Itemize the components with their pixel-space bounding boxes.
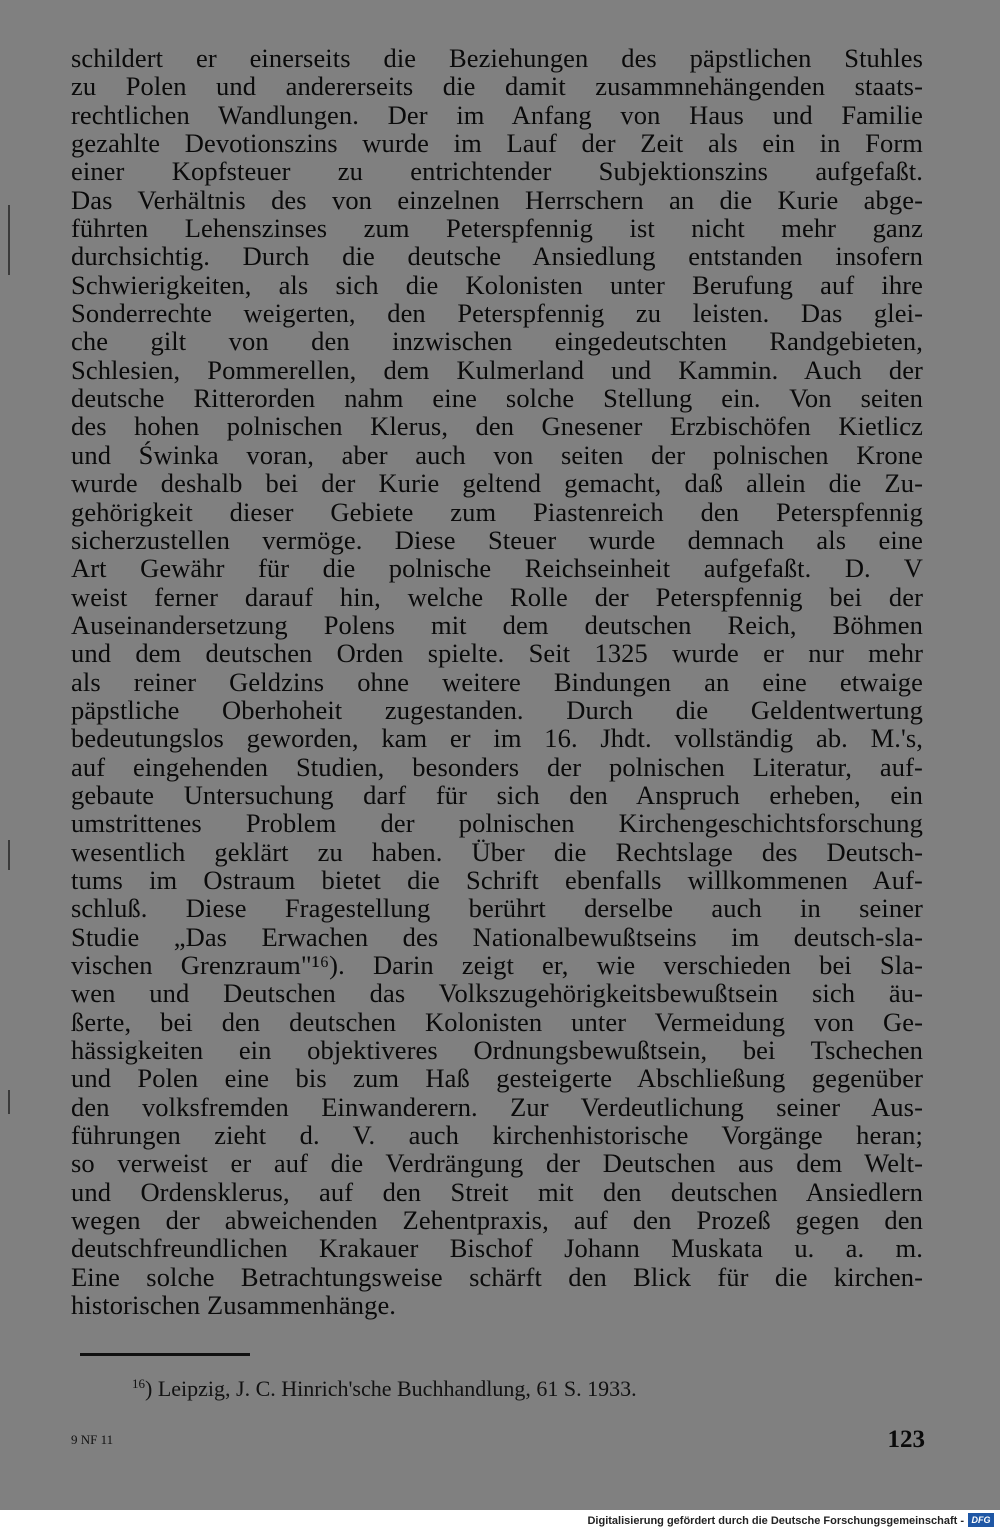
credit-bar	[0, 1510, 1000, 1530]
margin-mark	[8, 205, 10, 275]
text-line: so verweist er auf die Verdrängung der Deutschen aus dem Welt-	[71, 1148, 923, 1179]
text-line: Schlesien, Pommerellen, dem Kulmerland und Kammin. Auch der	[71, 354, 923, 385]
text-line: wegen der abweichenden Zehentpraxis, auf den Prozeß gegen den	[71, 1205, 923, 1236]
text-line: Studie „Das Erwachen des Nationalbewußtseins im deutsch-sla-	[71, 921, 923, 952]
text-line: führungen zieht d. V. auch kirchenhistorische Vorgänge heran;	[71, 1120, 923, 1151]
dfg-logo: DFG	[968, 1513, 994, 1527]
text-line: schluß. Diese Fragestellung berührt derselbe auch in seiner	[71, 893, 923, 924]
text-line: päpstliche Oberhoheit zugestanden. Durch die Geldentwertung	[71, 694, 923, 725]
text-line: durchsichtig. Durch die deutsche Ansiedlung entstanden insofern	[71, 241, 923, 272]
text-line: Schwierigkeiten, als sich die Kolonisten unter Berufung auf ihre	[71, 269, 923, 300]
text-line: hässigkeiten ein objektiveres Ordnungsbewußtsein, bei Tschechen	[71, 1035, 923, 1066]
body-text	[71, 44, 923, 1319]
text-line: und Polen eine bis zum Haß gesteigerte Abschließung gegenüber	[71, 1063, 923, 1094]
text-line: Das Verhältnis des von einzelnen Herrschern an die Kurie abge-	[71, 184, 923, 215]
text-line: auf eingehenden Studien, besonders der polnischen Literatur, auf-	[71, 751, 923, 782]
page-number: 123	[887, 1426, 925, 1453]
text-line: rechtlichen Wandlungen. Der im Anfang von Haus und Familie	[71, 99, 923, 130]
text-line: Sonderrechte weigerten, den Peterspfennig zu leisten. Das glei-	[71, 298, 923, 329]
text-line: historischen Zusammenhänge.	[71, 1290, 397, 1321]
text-line: ßerte, bei den deutschen Kolonisten unter Vermeidung von Ge-	[71, 1006, 923, 1037]
text-line: bedeutungslos geworden, kam er im 16. Jhdt. vollständig ab. M.'s,	[71, 723, 923, 754]
footnote	[132, 1376, 637, 1402]
text-line: und Ordensklerus, auf den Streit mit den deutschen Ansiedlern	[71, 1176, 923, 1207]
text-line: einer Kopfsteuer zu entrichtender Subjektionszins aufgefaßt.	[71, 156, 923, 187]
text-line: umstrittenes Problem der polnischen Kirchengeschichtsforschung	[71, 808, 923, 839]
text-line: Auseinandersetzung Polens mit dem deutschen Reich, Böhmen	[71, 609, 923, 640]
text-line: weist ferner darauf hin, welche Rolle der Peterspfennig bei der	[71, 581, 923, 612]
text-line: sicherzustellen vermöge. Diese Steuer wurde demnach als eine	[71, 524, 923, 555]
text-line: des hohen polnischen Klerus, den Gnesener Erzbischöfen Kietlicz	[71, 411, 923, 442]
margin-mark	[8, 840, 10, 870]
text-line: wesentlich geklärt zu haben. Über die Rechtslage des Deutsch-	[71, 836, 923, 867]
text-line: den volksfremden Einwanderern. Zur Verdeutlichung seiner Aus-	[71, 1091, 923, 1122]
digitization-credit: Digitalisierung gefördert durch die Deutsche Forschungsgemeinschaft -	[587, 1515, 964, 1527]
text-line: deutschfreundlichen Krakauer Bischof Johann Muskata u. a. m.	[71, 1233, 923, 1264]
text-line: che gilt von den inzwischen eingedeutschten Randgebieten,	[71, 326, 923, 357]
margin-mark	[8, 1090, 10, 1114]
text-line: zu Polen und andererseits die damit zusammnehängenden staats-	[71, 71, 923, 102]
text-line: und Świnka voran, aber auch von seiten der polnischen Krone	[71, 439, 923, 470]
text-line: wurde deshalb bei der Kurie geltend gemacht, daß allein die Zu-	[71, 468, 923, 499]
text-line: Eine solche Betrachtungsweise schärft den Blick für die kirchen-	[71, 1261, 923, 1292]
footnote-marker: 16	[132, 1376, 145, 1391]
text-line: als reiner Geldzins ohne weitere Bindungen an eine etwaige	[71, 666, 923, 697]
text-line: führten Lehenszinses zum Peterspfennig ist nicht mehr ganz	[71, 213, 923, 244]
text-line: gehörigkeit dieser Gebiete zum Piastenreich den Peterspfennig	[71, 496, 923, 527]
text-line: schildert er einerseits die Beziehungen des päpstlichen Stuhles	[71, 43, 923, 73]
text-line: vischen Grenzraum"¹⁶). Darin zeigt er, wie verschieden bei Sla-	[71, 950, 923, 980]
text-line: wen und Deutschen das Volkszugehörigkeitsbewußtsein sich äu-	[71, 978, 923, 1009]
text-line: tums im Ostraum bietet die Schrift ebenfalls willkommenen Auf-	[71, 864, 923, 895]
text-line: gebaute Untersuchung darf für sich den Anspruch erheben, ein	[71, 779, 923, 810]
footnote-text: ) Leipzig, J. C. Hinrich'sche Buchhandlung, 61 S. 1933.	[145, 1376, 637, 1401]
text-line: gezahlte Devotionszins wurde im Lauf der Zeit als ein in Form	[71, 128, 923, 159]
text-line: und dem deutschen Orden spielte. Seit 1325 wurde er nur mehr	[71, 638, 923, 669]
printer-signature: 9 NF 11	[71, 1432, 114, 1447]
text-line: Art Gewähr für die polnische Reichseinheit aufgefaßt. D. V	[71, 553, 923, 584]
text-line: deutsche Ritterorden nahm eine solche Stellung ein. Von seiten	[71, 383, 923, 414]
footnote-rule	[80, 1353, 250, 1356]
